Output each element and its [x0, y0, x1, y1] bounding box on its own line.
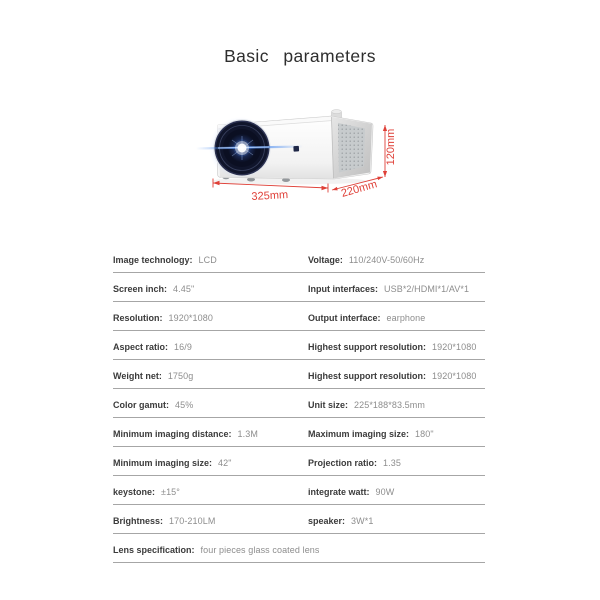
spec-cell — [113, 255, 308, 265]
spec-cell — [113, 400, 308, 410]
projector-image — [185, 92, 425, 207]
spec-row-full — [113, 534, 485, 563]
spec-cell — [113, 429, 308, 439]
spec-row — [113, 505, 485, 534]
spec-cell — [113, 458, 308, 468]
spec-value: ±15° — [161, 487, 180, 497]
spec-label: Highest support resolution: — [308, 342, 426, 352]
spec-label: integrate watt: — [308, 487, 370, 497]
spec-value: 1.35 — [383, 458, 401, 468]
page-title: Basic parameters — [224, 46, 376, 66]
spec-value: 1.3M — [237, 429, 258, 439]
spec-label: Brightness: — [113, 516, 164, 526]
spec-label: Maximum imaging size: — [308, 429, 410, 439]
spec-value: 42" — [218, 458, 232, 468]
spec-value: 180" — [415, 429, 434, 439]
spec-value: 1920*1080 — [432, 371, 477, 381]
spec-value: LCD — [198, 255, 217, 265]
spec-cell — [113, 342, 308, 352]
spec-cell — [308, 342, 485, 352]
dimension-height-label: 120mm — [385, 128, 397, 166]
spec-label: Screen inch: — [113, 284, 168, 294]
spec-cell — [308, 255, 485, 265]
spec-value: 225*188*83.5mm — [354, 400, 425, 410]
spec-cell — [113, 313, 308, 323]
projector-figure — [185, 92, 425, 207]
side-vent-grille — [338, 123, 365, 173]
spec-label: Minimum imaging size: — [113, 458, 213, 468]
spec-cell — [308, 429, 485, 439]
spec-label: Lens specification: — [113, 545, 195, 555]
spec-row — [113, 418, 485, 447]
spec-label: Aspect ratio: — [113, 342, 169, 352]
spec-value: 3W*1 — [351, 516, 374, 526]
spec-value: 110/240V-50/60Hz — [348, 255, 425, 265]
spec-cell — [113, 371, 308, 381]
spec-label: Highest support resolution: — [308, 371, 426, 381]
spec-value: 4.45" — [173, 284, 195, 294]
spec-label: Projection ratio: — [308, 458, 378, 468]
dimension-width-label: 325mm — [251, 189, 289, 203]
spec-label: Output interface: — [308, 313, 381, 323]
spec-label: Weight net: — [113, 371, 162, 381]
spec-row — [113, 389, 485, 418]
spec-row — [113, 476, 485, 505]
spec-label: keystone: — [113, 487, 156, 497]
spec-label: Resolution: — [113, 313, 163, 323]
spec-value: 16/9 — [174, 342, 192, 352]
dimension-depth-label: 220mm — [339, 178, 379, 200]
spec-cell — [308, 400, 485, 410]
spec-value: USB*2/HDMI*1/AV*1 — [384, 284, 470, 294]
spec-row — [113, 273, 485, 302]
spec-label: speaker: — [308, 516, 346, 526]
spec-value: 170-210LM — [169, 516, 216, 526]
spec-label: Input interfaces: — [308, 284, 379, 294]
spec-cell — [308, 313, 485, 323]
spec-cell — [113, 516, 308, 526]
spec-cell — [308, 487, 485, 497]
spec-value: 90W — [375, 487, 395, 497]
spec-value: 1920*1080 — [432, 342, 477, 352]
spec-cell — [308, 371, 485, 381]
spec-row — [113, 302, 485, 331]
spec-value: 1750g — [167, 371, 194, 381]
spec-cell — [308, 458, 485, 468]
spec-row — [113, 244, 485, 273]
spec-label: Image technology: — [113, 255, 193, 265]
spec-table — [113, 244, 485, 563]
spec-cell — [113, 487, 308, 497]
spec-value: earphone — [386, 313, 426, 323]
spec-cell — [113, 284, 308, 294]
spec-cell — [308, 516, 485, 526]
spec-value: four pieces glass coated lens — [200, 545, 320, 555]
spec-row — [113, 360, 485, 389]
spec-cell — [308, 284, 485, 294]
spec-value: 45% — [175, 400, 194, 410]
spec-label: Minimum imaging distance: — [113, 429, 232, 439]
dimension-height — [383, 125, 397, 177]
spec-row — [113, 331, 485, 360]
spec-cell — [113, 545, 485, 555]
spec-label: Unit size: — [308, 400, 349, 410]
spec-label: Voltage: — [308, 255, 343, 265]
spec-row — [113, 447, 485, 476]
spec-label: Color gamut: — [113, 400, 169, 410]
ir-sensor — [293, 146, 299, 152]
spec-value: 1920*1080 — [168, 313, 213, 323]
